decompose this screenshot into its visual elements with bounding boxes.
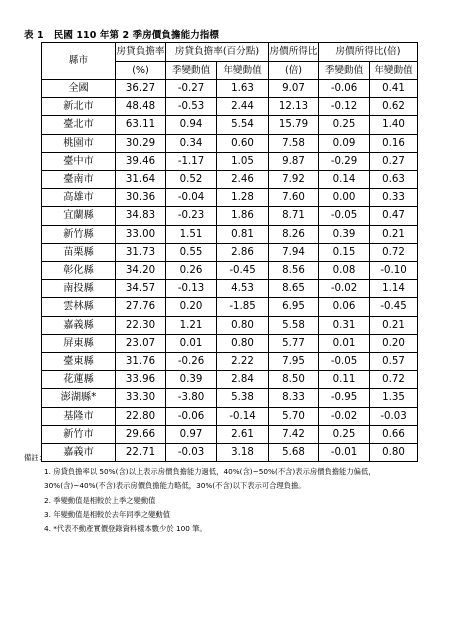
value-cell: 7.42: [269, 425, 319, 443]
value-cell: 5.38: [217, 389, 269, 407]
value-cell: -0.45: [370, 298, 418, 316]
value-cell: 34.83: [116, 207, 166, 225]
value-cell: 0.21: [370, 225, 418, 243]
value-cell: 22.30: [116, 316, 166, 334]
value-cell: 0.72: [370, 371, 418, 389]
value-cell: 31.73: [116, 243, 166, 261]
value-cell: -0.95: [319, 389, 370, 407]
table-row: [42, 425, 418, 443]
table-row: [42, 316, 418, 334]
county-cell: 彰化縣: [42, 262, 116, 280]
county-cell: 新北市: [42, 98, 116, 116]
county-cell: 嘉義縣: [42, 316, 116, 334]
value-cell: 0.09: [319, 134, 370, 152]
value-cell: 0.21: [370, 316, 418, 334]
header-price-income-ratio-change: 房價所得比(倍): [319, 43, 418, 62]
value-cell: 0.39: [319, 225, 370, 243]
county-cell: 全國: [42, 80, 116, 98]
value-cell: 5.70: [269, 407, 319, 425]
value-cell: 8.26: [269, 225, 319, 243]
value-cell: 0.27: [370, 152, 418, 170]
value-cell: 29.66: [116, 425, 166, 443]
value-cell: 1.51: [166, 225, 217, 243]
value-cell: -0.06: [319, 80, 370, 98]
value-cell: 0.26: [166, 262, 217, 280]
value-cell: 0.33: [370, 189, 418, 207]
value-cell: 0.15: [319, 243, 370, 261]
value-cell: 22.80: [116, 407, 166, 425]
value-cell: 7.58: [269, 134, 319, 152]
county-cell: 雲林縣: [42, 298, 116, 316]
value-cell: 1.14: [370, 280, 418, 298]
header-quarterly-change: 季變動值: [166, 61, 217, 80]
value-cell: 5.58: [269, 316, 319, 334]
header-mortgage-ratio: 房貸負擔率: [116, 43, 166, 62]
value-cell: 0.08: [319, 262, 370, 280]
value-cell: 0.94: [166, 116, 217, 134]
table-row: [42, 225, 418, 243]
county-cell: 桃園市: [42, 134, 116, 152]
value-cell: 0.11: [319, 371, 370, 389]
value-cell: 0.62: [370, 98, 418, 116]
value-cell: 4.53: [217, 280, 269, 298]
value-cell: 0.31: [319, 316, 370, 334]
county-cell: 屏東縣: [42, 334, 116, 352]
value-cell: 31.76: [116, 353, 166, 371]
note-4: 4. *代表不動產實價登錄資料樣本數少於 100 筆。: [44, 524, 207, 534]
value-cell: 0.06: [319, 298, 370, 316]
value-cell: 8.65: [269, 280, 319, 298]
value-cell: 0.41: [370, 80, 418, 98]
value-cell: -0.12: [319, 98, 370, 116]
county-cell: 花蓮縣: [42, 371, 116, 389]
value-cell: 1.21: [166, 316, 217, 334]
county-cell: 臺南市: [42, 171, 116, 189]
value-cell: -0.05: [319, 207, 370, 225]
table-row: [42, 389, 418, 407]
note-1: 1. 房貸負擔率以 50%(含)以上表示房價負擔能力過低，40%(含)~50%(不含)表示房價負擔能力偏低，: [44, 467, 376, 477]
value-cell: -0.45: [217, 262, 269, 280]
county-cell: 宜蘭縣: [42, 207, 116, 225]
value-cell: 0.72: [370, 243, 418, 261]
value-cell: 0.80: [217, 316, 269, 334]
value-cell: 8.56: [269, 262, 319, 280]
value-cell: 0.39: [166, 371, 217, 389]
value-cell: 7.92: [269, 171, 319, 189]
table-row: [42, 98, 418, 116]
value-cell: -0.27: [166, 80, 217, 98]
value-cell: 33.00: [116, 225, 166, 243]
value-cell: 34.57: [116, 280, 166, 298]
value-cell: 1.05: [217, 152, 269, 170]
value-cell: 30.36: [116, 189, 166, 207]
value-cell: 0.55: [166, 243, 217, 261]
table-row: [42, 334, 418, 352]
county-cell: 苗栗縣: [42, 243, 116, 261]
value-cell: 2.84: [217, 371, 269, 389]
value-cell: 1.28: [217, 189, 269, 207]
value-cell: 1.63: [217, 80, 269, 98]
county-cell: 新竹縣: [42, 225, 116, 243]
table-row: [42, 243, 418, 261]
value-cell: -0.53: [166, 98, 217, 116]
header-quarterly-change: 季變動值: [319, 61, 370, 80]
value-cell: 0.01: [166, 334, 217, 352]
value-cell: 3.18: [217, 444, 269, 462]
value-cell: 48.48: [116, 98, 166, 116]
value-cell: -0.02: [319, 407, 370, 425]
value-cell: 0.57: [370, 353, 418, 371]
county-cell: 臺中市: [42, 152, 116, 170]
value-cell: 15.79: [269, 116, 319, 134]
value-cell: 1.40: [370, 116, 418, 134]
value-cell: 8.71: [269, 207, 319, 225]
county-cell: 澎湖縣*: [42, 389, 116, 407]
header-price-income-ratio: 房價所得比: [269, 43, 319, 62]
value-cell: 0.00: [319, 189, 370, 207]
county-cell: 高雄市: [42, 189, 116, 207]
value-cell: 9.87: [269, 152, 319, 170]
value-cell: 0.01: [319, 334, 370, 352]
table-row: [42, 353, 418, 371]
note-2: 2. 季變動值是相較於上季之變動值: [44, 495, 156, 505]
value-cell: 33.30: [116, 389, 166, 407]
value-cell: 27.76: [116, 298, 166, 316]
value-cell: -0.01: [319, 444, 370, 462]
header-row-groups: [42, 43, 418, 62]
value-cell: 63.11: [116, 116, 166, 134]
table-row: [42, 371, 418, 389]
value-cell: -0.10: [370, 262, 418, 280]
value-cell: -0.26: [166, 353, 217, 371]
value-cell: 30.29: [116, 134, 166, 152]
county-cell: 基隆市: [42, 407, 116, 425]
value-cell: 0.14: [319, 171, 370, 189]
value-cell: 0.47: [370, 207, 418, 225]
value-cell: 0.80: [217, 334, 269, 352]
value-cell: 33.96: [116, 371, 166, 389]
value-cell: -0.03: [166, 444, 217, 462]
header-county: 縣市: [42, 43, 116, 80]
value-cell: 2.22: [217, 353, 269, 371]
table-row: [42, 189, 418, 207]
value-cell: 0.16: [370, 134, 418, 152]
value-cell: 0.66: [370, 425, 418, 443]
value-cell: -3.80: [166, 389, 217, 407]
value-cell: 39.46: [116, 152, 166, 170]
table-row: [42, 152, 418, 170]
value-cell: 31.64: [116, 171, 166, 189]
value-cell: -1.17: [166, 152, 217, 170]
header-unit-times: (倍): [269, 61, 319, 80]
value-cell: 2.46: [217, 171, 269, 189]
value-cell: 0.60: [217, 134, 269, 152]
table-row: [42, 298, 418, 316]
value-cell: 5.54: [217, 116, 269, 134]
value-cell: 0.97: [166, 425, 217, 443]
table-title: [24, 27, 219, 41]
note-3: 3. 年變動值是相較於去年同季之變動值: [44, 509, 171, 519]
value-cell: 6.95: [269, 298, 319, 316]
value-cell: 0.52: [166, 171, 217, 189]
value-cell: 12.13: [269, 98, 319, 116]
value-cell: 7.94: [269, 243, 319, 261]
notes-heading: 備註：: [24, 453, 46, 462]
value-cell: 5.77: [269, 334, 319, 352]
value-cell: 0.20: [370, 334, 418, 352]
notes-section: [24, 451, 444, 536]
value-cell: -0.23: [166, 207, 217, 225]
value-cell: 0.81: [217, 225, 269, 243]
value-cell: 0.20: [166, 298, 217, 316]
value-cell: 2.86: [217, 243, 269, 261]
value-cell: -0.13: [166, 280, 217, 298]
county-cell: 臺北市: [42, 116, 116, 134]
table-title-text: 民國 110 年第 2 季房價負擔能力指標: [53, 30, 219, 41]
value-cell: 34.20: [116, 262, 166, 280]
value-cell: 2.61: [217, 425, 269, 443]
value-cell: -0.05: [319, 353, 370, 371]
value-cell: 5.68: [269, 444, 319, 462]
value-cell: -0.14: [217, 407, 269, 425]
header-mortgage-ratio-change: 房貸負擔率(百分點): [166, 43, 269, 62]
value-cell: 0.25: [319, 425, 370, 443]
county-cell: 嘉義市: [42, 444, 116, 462]
county-cell: 南投縣: [42, 280, 116, 298]
value-cell: -0.03: [370, 407, 418, 425]
table-row: [42, 134, 418, 152]
value-cell: 7.60: [269, 189, 319, 207]
value-cell: -0.06: [166, 407, 217, 425]
value-cell: 1.35: [370, 389, 418, 407]
value-cell: 36.27: [116, 80, 166, 98]
value-cell: -1.85: [217, 298, 269, 316]
value-cell: 0.34: [166, 134, 217, 152]
value-cell: 0.63: [370, 171, 418, 189]
table-row: [42, 207, 418, 225]
value-cell: 22.71: [116, 444, 166, 462]
header-annual-change: 年變動值: [370, 61, 418, 80]
value-cell: 0.80: [370, 444, 418, 462]
value-cell: 1.86: [217, 207, 269, 225]
table-row: [42, 262, 418, 280]
table-row: [42, 116, 418, 134]
value-cell: 23.07: [116, 334, 166, 352]
header-unit-percent: (%): [116, 61, 166, 80]
value-cell: 2.44: [217, 98, 269, 116]
value-cell: 9.07: [269, 80, 319, 98]
table-number: 表 1: [24, 30, 44, 41]
value-cell: 7.95: [269, 353, 319, 371]
note-1-continued: 30%(含)~40%(不含)表示房價負擔能力略低，30%(不含)以下表示可合理負擔。: [44, 481, 306, 491]
header-annual-change: 年變動值: [217, 61, 269, 80]
value-cell: 8.33: [269, 389, 319, 407]
table-row: [42, 80, 418, 98]
housing-affordability-table: [41, 42, 418, 462]
table-row: [42, 280, 418, 298]
table-row: [42, 407, 418, 425]
county-cell: 臺東縣: [42, 353, 116, 371]
value-cell: 8.50: [269, 371, 319, 389]
table-row: [42, 171, 418, 189]
county-cell: 新竹市: [42, 425, 116, 443]
value-cell: -0.04: [166, 189, 217, 207]
value-cell: -0.02: [319, 280, 370, 298]
value-cell: 0.25: [319, 116, 370, 134]
value-cell: -0.29: [319, 152, 370, 170]
